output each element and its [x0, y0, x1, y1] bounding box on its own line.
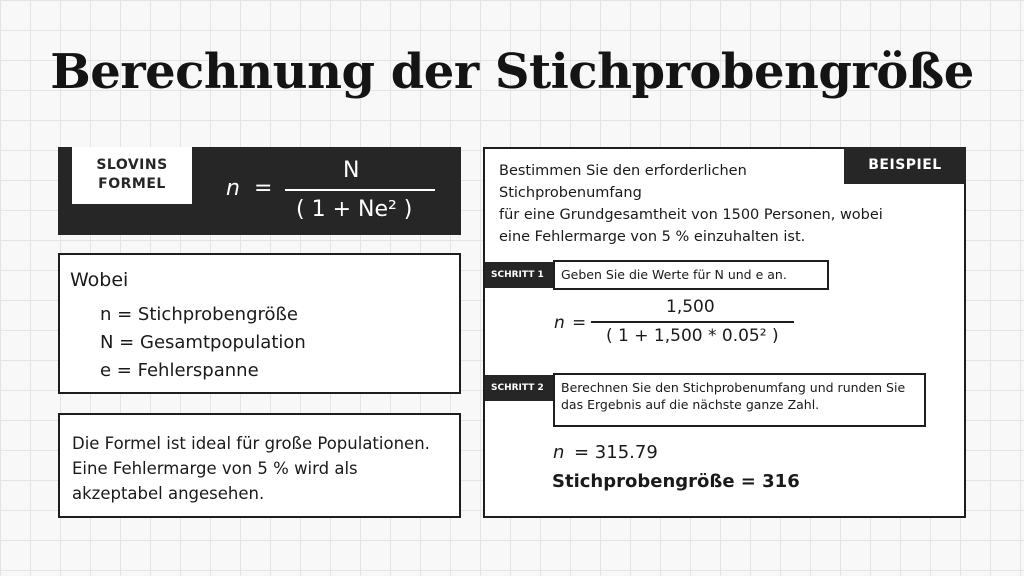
result-lhs: n	[553, 442, 565, 463]
note-box	[58, 413, 461, 518]
definitions-list	[100, 301, 306, 385]
page-title: Berechnung der Stichprobengröße	[50, 44, 974, 100]
formula-name-label	[72, 147, 192, 204]
step1-tag: SCHRITT 1	[485, 262, 553, 288]
example-line: eine Fehlermarge von 5 % einzuhalten ist.	[499, 229, 806, 245]
step1-formula-fraction-line	[591, 321, 794, 323]
definition-item: N = Gesamtpopulation	[100, 332, 306, 353]
example-text	[499, 160, 949, 248]
result-value: = 315.79	[574, 442, 658, 463]
formula-name-line2: FORMEL	[98, 176, 166, 192]
step1-formula-numerator: 1,500	[666, 297, 715, 317]
formula-lhs: n	[226, 176, 240, 201]
formula-denominator: ( 1 + Ne² )	[296, 197, 413, 222]
formula-equals: =	[254, 176, 273, 201]
step1-formula-denominator: ( 1 + 1,500 * 0.05² )	[606, 326, 779, 346]
definitions-title: Wobei	[70, 269, 129, 291]
formula-fraction-line	[285, 189, 435, 191]
formula-numerator: N	[343, 158, 360, 183]
definition-item: e = Fehlerspanne	[100, 360, 259, 381]
note-text: Die Formel ist ideal für große Populationen. Eine Fehlermarge von 5 % wird als akzeptabel angesehen.	[72, 434, 430, 503]
step2-text: Berechnen Sie den Stichprobenumfang und runden Sie das Ergebnis auf die nächste ganze Zahl.	[553, 373, 926, 427]
step1-formula-lhs: n	[554, 313, 565, 333]
step1-formula-equals: =	[572, 313, 587, 333]
example-line: für eine Grundgesamtheit von 1500 Personen, wobei	[499, 207, 883, 223]
example-badge: BEISPIEL	[844, 147, 966, 184]
definitions-box	[58, 253, 461, 394]
formula-name-line1: SLOVINS	[96, 157, 168, 173]
result-final: Stichprobengröße = 316	[552, 471, 800, 492]
example-line: Stichprobenumfang	[499, 185, 642, 201]
example-line: Bestimmen Sie den erforderlichen	[499, 163, 747, 179]
definition-item: n = Stichprobengröße	[100, 304, 298, 325]
step1-text: Geben Sie die Werte für N und e an.	[553, 260, 829, 290]
step2-tag: SCHRITT 2	[485, 375, 553, 401]
